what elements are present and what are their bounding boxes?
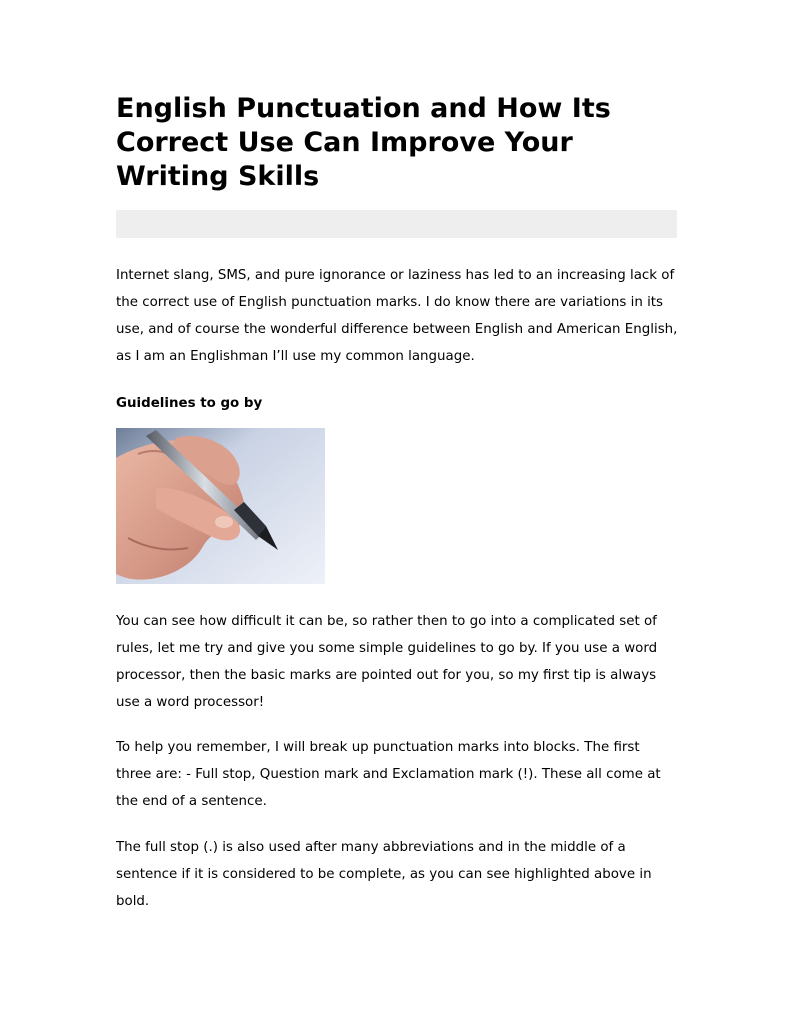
body-paragraph: The full stop (.) is also used after many abbreviations and in the middle of a sentence if it is considered to be complete, as you can see highlighted above in bold.	[116, 840, 652, 909]
body-paragraph: To help you remember, I will break up punctuation marks into blocks. The first three are: - Full stop, Question mark and Exclamation mark (!). These all come at the end of a sentence.	[116, 740, 661, 809]
section-heading: Guidelines to go by	[116, 396, 263, 411]
body-paragraph: You can see how difficult it can be, so rather then to go into a complicated set of rules, let me try and give you some simple guidelines to go by. If you use a word processor, then the basic marks are pointed out for you, so my first tip is always use a word processor!	[116, 614, 658, 710]
article-title: English Punctuation and How Its Correct Use Can Improve Your Writing Skills	[116, 93, 611, 192]
grey-banner	[116, 210, 677, 238]
pen-in-hand-photo	[116, 428, 325, 584]
intro-paragraph: Internet slang, SMS, and pure ignorance or laziness has led to an increasing lack of the correct use of English punctuation marks. I do know there are variations in its use, and of course the wonderful difference between English and American English, as I am an Englishman I’ll use my common language.	[116, 268, 678, 364]
